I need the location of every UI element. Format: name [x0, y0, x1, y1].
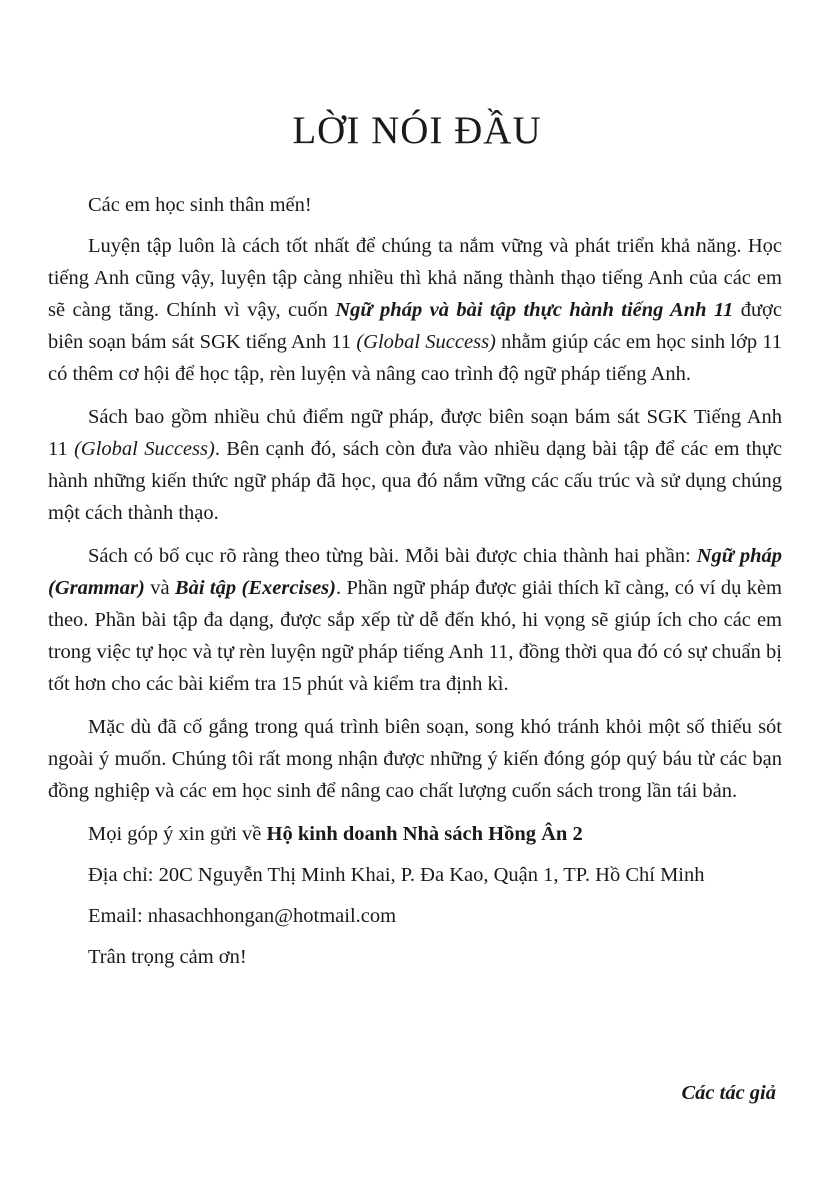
book-title: Ngữ pháp và bài tập thực hành tiếng Anh 11 — [335, 299, 734, 321]
p2-text-a: Sách bao gồm nhiều chủ điểm ngữ pháp, được biên soạn bám sát SGK Tiếng Anh 11 — [48, 406, 782, 460]
contact-email: Email: nhasachhongan@hotmail.com — [88, 905, 397, 927]
preface-body — [48, 189, 782, 982]
contact-intro-text: Mọi góp ý xin gửi về — [88, 823, 267, 845]
contact-intro — [48, 818, 782, 850]
paragraph-1 — [48, 230, 782, 390]
thanks-line: Trân trọng cảm ơn! — [88, 946, 247, 968]
p3-text-c: . Phần ngữ pháp được giải thích kĩ càng, có ví dụ kèm theo. Phần bài tập đa dạng, được sắp xếp từ dễ đến khó, hi vọng sẽ giúp ích cho các em trong việc tự học và tự rèn luyện ngữ pháp tiếng Anh 11, đồng thời qua đó có sự chuẩn bị tốt hơn cho các bài kiểm tra 15 phút và kiểm tra định kì. — [48, 577, 782, 695]
series-name: (Global Success) — [356, 331, 496, 353]
p1-text-c: nhằm giúp các em học sinh lớp 11 có thêm cơ hội để học tập, rèn luyện và nâng cao trình độ ngữ pháp tiếng Anh. — [48, 331, 782, 385]
paragraph-4: Mặc dù đã cố gắng trong quá trình biên soạn, song khó tránh khỏi một số thiếu sót ngoài ý muốn. Chúng tôi rất mong nhận được những ý kiến đóng góp quý báu từ các bạn đồng nghiệp và các em học sinh để nâng cao chất lượng cuốn sách trong lần tái bản. — [48, 716, 782, 802]
publisher-name: Hộ kinh doanh Nhà sách Hồng Ân 2 — [266, 823, 583, 845]
series-name-2: (Global Success) — [74, 438, 215, 460]
p1-text-a: Luyện tập luôn là cách tốt nhất để chúng ta nắm vững và phát triển khả năng. Học tiếng Anh cũng vậy, luyện tập càng nhiều thì khả năng thành thạo tiếng Anh của các em sẽ càng tăng. Chính vì vậy, cuốn — [48, 235, 782, 321]
greeting: Các em học sinh thân mến! — [88, 194, 312, 216]
contact-address: Địa chỉ: 20C Nguyễn Thị Minh Khai, P. Đa Kao, Quận 1, TP. Hồ Chí Minh — [88, 864, 705, 886]
paragraph-2 — [48, 401, 782, 529]
p1-text-b: được biên soạn bám sát SGK tiếng Anh 11 — [48, 299, 782, 353]
p2-text-b: . Bên cạnh đó, sách còn đưa vào nhiều dạng bài tập để các em thực hành những kiến thức ngữ pháp đã học, qua đó nắm vững các cấu trúc và sử dụng chúng một cách thành thạo. — [48, 438, 782, 524]
p3-text-a: Sách có bố cục rõ ràng theo từng bài. Mỗi bài được chia thành hai phần: — [88, 545, 697, 567]
page-title: LỜI NÓI ĐẦU — [292, 109, 542, 152]
grammar-part-label: Ngữ pháp (Grammar) — [48, 545, 782, 599]
p3-text-b: và — [144, 577, 175, 599]
paragraph-3 — [48, 540, 782, 700]
exercises-part-label: Bài tập (Exercises) — [174, 577, 336, 599]
signature: Các tác giả — [681, 1082, 776, 1104]
